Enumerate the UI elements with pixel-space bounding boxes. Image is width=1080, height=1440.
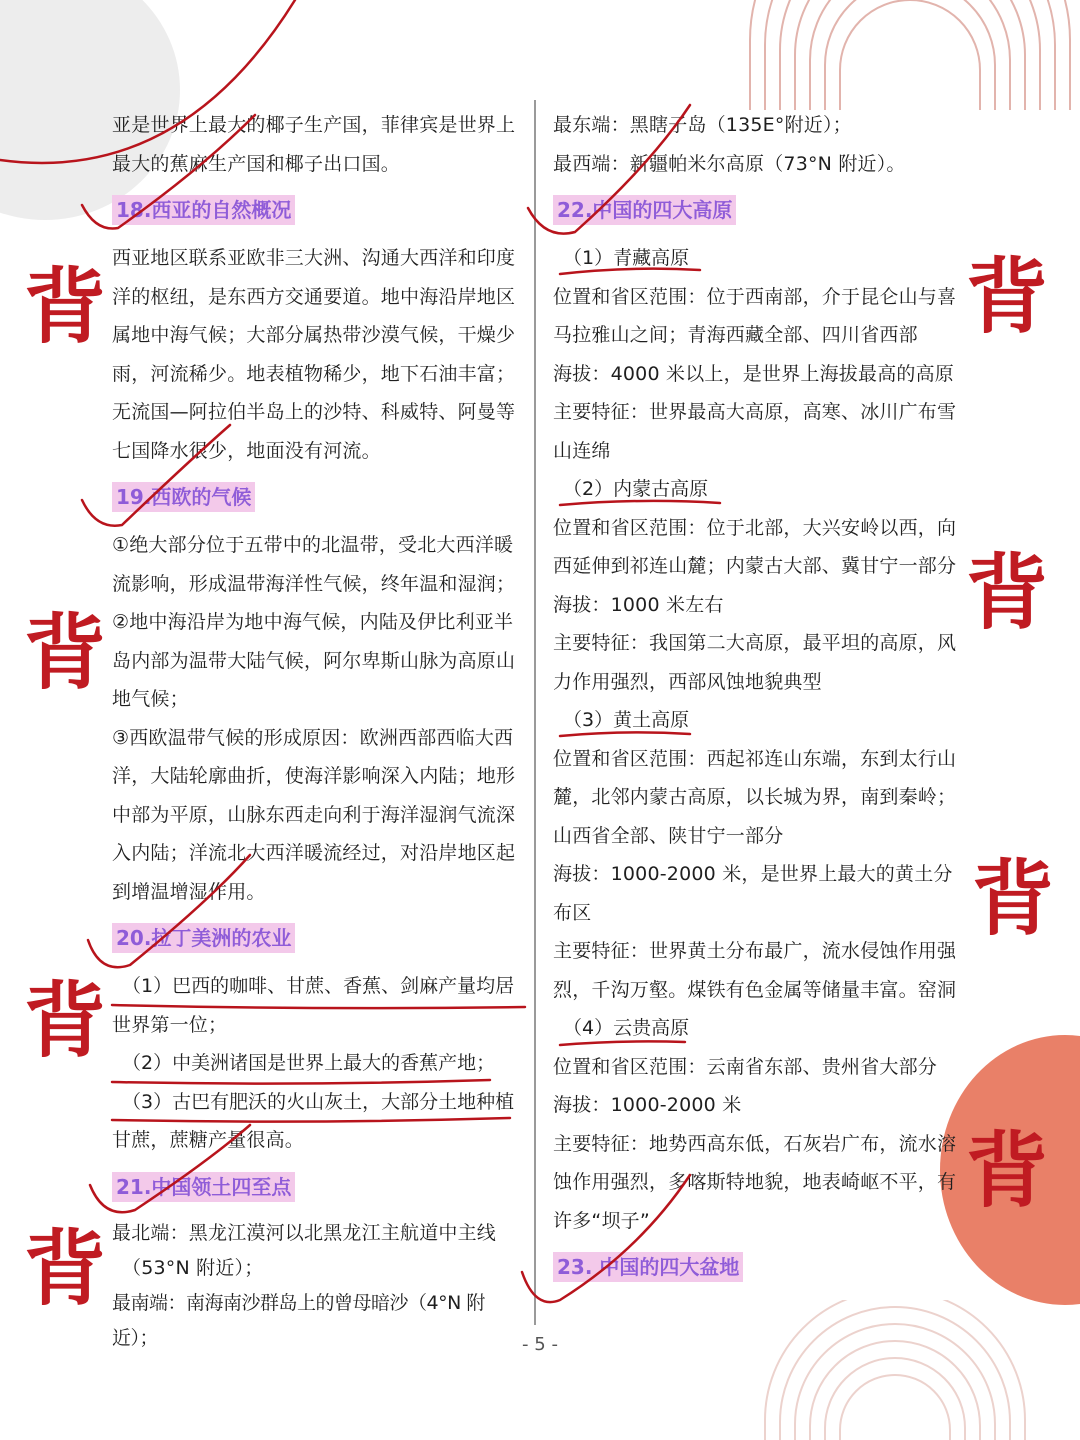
text-line: 力作用强烈，西部风蚀地貌典型: [553, 670, 822, 693]
text-line: 到增温增湿作用。: [112, 880, 266, 903]
decorative-arches-top: [745, 0, 1075, 120]
text-line: 亚是世界上最大的椰子生产国，菲律宾是世界上: [112, 114, 516, 136]
text-line: 位置和省区范围：云南省东部、贵州省大部分: [553, 1055, 938, 1078]
text-line: 主要特征：我国第二大高原，最平坦的高原，风: [553, 632, 957, 654]
text-line: 最大的蕉麻生产国和椰子出口国。: [112, 152, 401, 175]
text-line: 海拔：1000-2000 米: [553, 1094, 742, 1116]
subheading-neimenggu: （2）内蒙古高原: [563, 478, 709, 500]
text-line: 洋，大陆轮廓曲折，使海洋影响深入内陆；地形: [112, 765, 516, 787]
text-line: 海拔：1000-2000 米，是世界上最大的黄土分: [553, 863, 953, 885]
text-line: 位置和省区范围：位于北部，大兴安岭以西，向: [553, 516, 957, 539]
text-line: 山西省全部、陕甘宁一部分: [553, 824, 784, 847]
text-line: 最东端：黑瞎子岛（135E°附近）；: [553, 114, 852, 136]
text-line: 山连绵: [553, 439, 611, 462]
bei-mark: 背: [972, 851, 1055, 947]
text-line: ②地中海沿岸为地中海气候，内陆及伊比利亚半: [112, 611, 514, 633]
text-line: 雨，河流稀少。地表植物稀少，地下石油丰富；: [112, 362, 516, 385]
text-line: ③西欧温带气候的形成原因：欧洲西部西临大西: [112, 726, 514, 749]
bei-mark: 背: [24, 605, 107, 701]
text-line: 七国降水很少，地面没有河流。: [112, 439, 381, 462]
bei-mark: 背: [24, 1221, 107, 1317]
text-line: 西亚地区联系亚欧非三大洲、沟通大西洋和印度: [112, 247, 516, 269]
text-line: 中部为平原，山脉东西走向利于海洋湿润气流深: [112, 803, 516, 826]
subheading-huangtu: （3）黄土高原: [563, 709, 690, 731]
right-column: [553, 106, 965, 1296]
text-line: 马拉雅山之间；青海西藏全部、四川省西部: [553, 324, 918, 346]
column-divider: [534, 100, 536, 1325]
text-line: 无流国—阿拉伯半岛上的沙特、科威特、阿曼等: [112, 401, 516, 423]
text-line: 主要特征：世界黄土分布最广，流水侵蚀作用强: [553, 940, 957, 962]
text-line: 蚀作用强烈，多喀斯特地貌，地表崎岖不平，有: [553, 1171, 957, 1193]
bei-mark: 背: [966, 545, 1049, 641]
text-line: 入内陆；洋流北大西洋暖流经过，对沿岸地区起: [112, 842, 516, 864]
section-heading-20: 20.拉丁美洲的农业: [112, 923, 295, 953]
text-line: ①绝大部分位于五带中的北温带，受北大西洋暖: [112, 534, 514, 556]
text-line: 烈，千沟万壑。煤铁有色金属等储量丰富。窑洞: [553, 978, 957, 1001]
section-heading-21: 21.中国领土四至点: [112, 1172, 295, 1202]
text-line: 布区: [553, 901, 592, 924]
section-heading-22: 22.中国的四大高原: [553, 195, 736, 225]
text-line: 最北端：黑龙江漠河以北黑龙江主航道中主线: [112, 1221, 497, 1244]
text-line: 主要特征：地势西高东低，石灰岩广布，流水溶: [553, 1132, 957, 1155]
text-line: 海拔：1000 米左右: [553, 593, 724, 616]
text-line: 位置和省区范围：位于西南部，介于昆仑山与喜: [553, 285, 957, 308]
text-line: 世界第一位；: [112, 1013, 228, 1036]
page-number: - 5 -: [522, 1334, 558, 1355]
text-line: 麓，北邻内蒙古高原，以长城为界，南到秦岭；: [553, 786, 957, 808]
text-line: 属地中海气候；大部分属热带沙漠气候，干燥少: [112, 324, 516, 346]
text-line: 最西端：新疆帕米尔高原（73°N 附近）。: [553, 152, 906, 175]
section-heading-19: 19.西欧的气候: [112, 482, 255, 512]
text-line: 流影响，形成温带海洋性气候，终年温和湿润；: [112, 572, 516, 595]
bei-mark: 背: [24, 973, 107, 1069]
text-line: 西延伸到祁连山麓；内蒙古大部、冀甘宁一部分: [553, 555, 957, 577]
text-line: 主要特征：世界最高大高原，高寒、冰川广布雪: [553, 401, 957, 423]
subheading-qingzang: （1）青藏高原: [563, 247, 690, 269]
text-line: 地气候；: [112, 688, 189, 710]
bei-mark: 背: [966, 1123, 1049, 1219]
text-line: 最南端：南海南沙群岛上的曾母暗沙（4°N 附近）；: [112, 1291, 485, 1349]
text-line: 岛内部为温带大陆气候，阿尔卑斯山脉为高原山: [112, 649, 516, 672]
decorative-arches-bottom: [755, 1300, 1035, 1440]
text-line: （53°N 附近）；: [122, 1256, 264, 1279]
bei-mark: 背: [24, 259, 107, 355]
text-line: 甘蔗，蔗糖产量很高。: [112, 1129, 305, 1151]
bei-mark: 背: [966, 249, 1049, 345]
text-line: 海拔：4000 米以上，是世界上海拔最高的高原: [553, 362, 954, 385]
text-line: 位置和省区范围：西起祁连山东端，东到太行山: [553, 747, 957, 770]
left-column: [112, 106, 524, 1356]
text-line: （1）巴西的咖啡、甘蔗、香蕉、剑麻产量均居: [122, 975, 515, 997]
text-line: 洋的枢纽，是东西方交通要道。地中海沿岸地区: [112, 285, 516, 308]
subheading-yungui: （4）云贵高原: [563, 1017, 690, 1039]
text-line: 许多“坝子”: [553, 1209, 650, 1232]
section-heading-23: 23. 中国的四大盆地: [553, 1252, 743, 1282]
text-line: （3）古巴有肥沃的火山灰土，大部分土地种植: [122, 1090, 515, 1113]
text-line: （2）中美洲诸国是世界上最大的香蕉产地；: [122, 1052, 496, 1074]
section-heading-18: 18.西亚的自然概况: [112, 195, 295, 225]
